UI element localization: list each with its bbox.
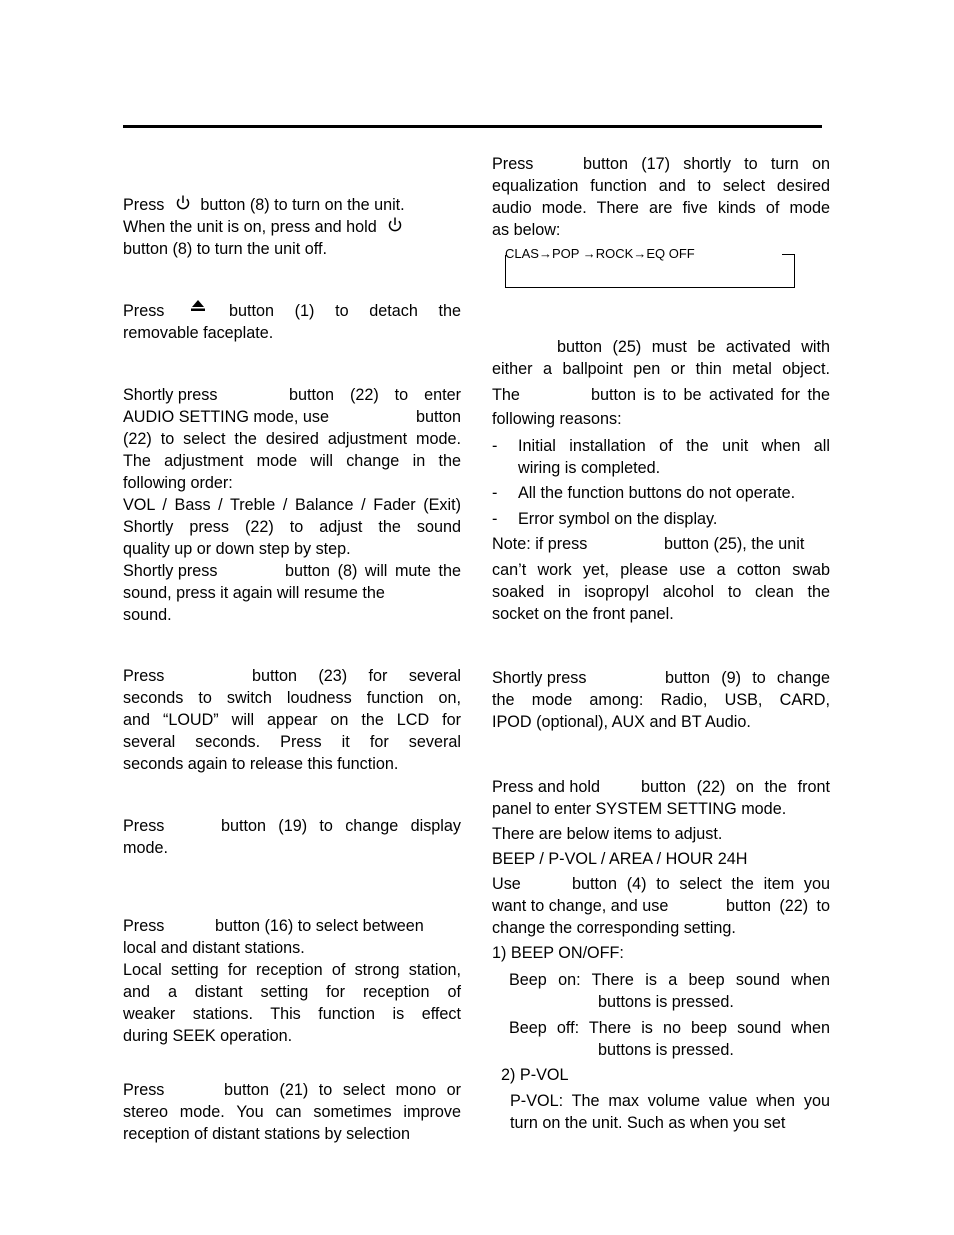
- reason-item-2: - All the function buttons do not operate.: [492, 484, 796, 502]
- beep-options: Beep on: There is a beep sound when buttons is pressed. Beep off: There is no beep sound when buttons is pressed.: [509, 971, 830, 1059]
- system-setting-section: Press and hold button (22) on the front panel to enter SYSTEM SETTING mode. There are below items to adjust. BEEP / P-VOL / AREA / HOUR 24H Use button (4) to select the item you want to change, and use button (22) to change the corresponding setting. 1) BEEP ON/OFF:: [492, 778, 830, 962]
- reason-item-1: - Initial installation of the unit when all wiring is completed.: [492, 437, 830, 477]
- power-icon: [386, 216, 404, 240]
- p-vol-heading-block: 2) P-VOL: [501, 1066, 569, 1084]
- eject-icon: [189, 298, 207, 320]
- stereo-section: Press button (21) to select mono or stereo mode. You can sometimes improve reception of distant stations by selection: [123, 1081, 461, 1143]
- reset-note: Note: if press button (25), the unit can’t work yet, please use a cotton swab soaked in isopropyl alcohol to clean the socket on the front panel.: [492, 535, 830, 623]
- reset-section: button (25) must be activated with either a ballpoint pen or thin metal object.: [492, 338, 830, 378]
- eject-section: Press button (1) to detach the removable faceplate.: [123, 300, 461, 344]
- local-distant-section: Press button (16) to select between local and distant stations. Local setting for reception of strong station, and a distant setting for reception of weaker stations. This function is effect during SEEK operation.: [123, 917, 461, 1045]
- audio-setting-section: Shortly press button (22) to enter AUDIO SETTING mode, use button (22) to select the desired adjustment mode. The adjustment mode will change in the following order: VOL / Bass / Treble / Balance / Fader (Exit) Shortly press (22) to adjust the sound quality up or down step by step. Shortly press button (8) will mute the sound, press it again will resume the sound.: [123, 386, 461, 624]
- power-section: Press button (8) to turn on the unit. When the unit is on, press and hold button (8) to turn the unit off.: [123, 196, 405, 258]
- display-section: Press button (19) to change display mode.: [123, 817, 461, 857]
- header-rule: [123, 125, 822, 128]
- p-vol-description: P-VOL: The max volume value when you turn on the unit. Such as when you set: [510, 1092, 830, 1132]
- mode-section: Shortly press button (9) to change the mode among: Radio, USB, CARD, IPOD (optional), AUX and BT Audio.: [492, 669, 830, 731]
- reason-item-3: - Error symbol on the display.: [492, 510, 718, 528]
- loudness-section: Press button (23) for several seconds to switch loudness function on, and “LOUD” will appear on the LCD for several seconds. Press it for several seconds again to release this function.: [123, 667, 461, 773]
- eq-sequence: CLAS→POP →ROCK→EQ OFF: [505, 246, 695, 261]
- eq-loop-tick: [782, 254, 795, 255]
- eq-section: Press button (17) shortly to turn on equalization function and to select desired audio mode. There are five kinds of mode as below:: [492, 155, 830, 239]
- reset-reasons: The button is to be activated for the following reasons:: [492, 386, 830, 428]
- power-icon: [174, 194, 192, 218]
